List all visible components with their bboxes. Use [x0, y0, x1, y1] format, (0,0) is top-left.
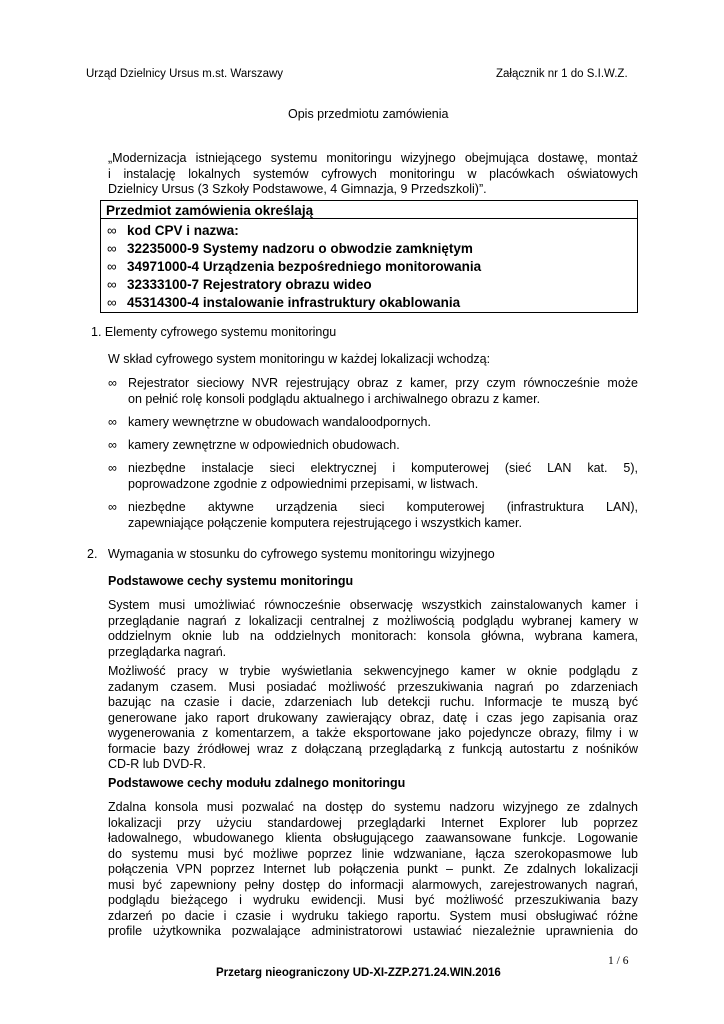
list-item-line: poprowadzone zgodnie z odpowiednimi przepisami, w listwach. [128, 476, 479, 491]
list-item-line: niezbędne aktywne urządzenia sieci komputerowej (infrastruktura LAN), [128, 500, 638, 514]
cpv-text: kod CPV i nazwa: [127, 223, 239, 238]
paragraph-line: podglądu bieżącego i wydruku ewidencji. Musi być możliwość przeszukiwania bazy [108, 893, 638, 907]
paragraph-line: zdarzeń po dacie i czasie i wydruku takiego raportu. System musi obsługiwać różne [108, 908, 638, 923]
intro-line: i instalację lokalnych systemów cyfrowych monitoringu w placówkach oświatowych [108, 166, 638, 181]
cpv-item [107, 294, 460, 312]
section2-heading: 2. Wymagania w stosunku do cyfrowego systemu monitoringu wizyjnego [87, 547, 495, 561]
cpv-item [107, 258, 481, 276]
infinity-bullet-icon: ∞ [108, 500, 117, 514]
paragraph-line: CD-R lub DVD-R. [108, 757, 206, 771]
infinity-bullet-icon: ∞ [107, 223, 117, 238]
page-number: 1 / 6 [608, 955, 629, 967]
infinity-bullet-icon: ∞ [107, 295, 117, 310]
list-item [108, 461, 638, 492]
list-item-line: kamery wewnętrzne w obudowach wandaloodpornych. [128, 415, 431, 429]
paragraph-line: przeglądarka nagrań. [108, 644, 227, 659]
infinity-bullet-icon: ∞ [108, 438, 117, 452]
tender-reference: Przetarg nieograniczony UD-XI-ZZP.271.24.WIN.2016 [216, 967, 501, 979]
cpv-item [107, 276, 372, 294]
intro-line: Dzielnicy Ursus (3 Szkoły Podstawowe, 4 Gimnazja, 9 Przedszkoli)”. [108, 182, 487, 196]
infinity-bullet-icon: ∞ [108, 376, 117, 390]
header-attachment: Załącznik nr 1 do S.I.W.Z. [496, 68, 628, 80]
paragraph-line: bazując na czasie i dacie, zdarzeniach lub detekcji ruchu. Informacje te muszą być [108, 695, 638, 709]
list-item [108, 500, 638, 531]
intro-line: „Modernizacja istniejącego systemu monitoringu wizyjnego obejmująca dostawę, montaż [108, 151, 638, 165]
list-item-line: Rejestrator sieciowy NVR rejestrujący obraz z kamer, przy czym równocześnie może [128, 376, 638, 390]
paragraph [108, 800, 638, 940]
paragraph-line: połączenia VPN poprzez Internet lub połączenia punkt – punkt. Ze zdalnych lokalizacji [108, 862, 638, 876]
intro-paragraph [108, 151, 638, 198]
infinity-bullet-icon: ∞ [107, 259, 117, 274]
cpv-item [107, 240, 473, 258]
paragraph-line: oddzielnym oknie lub na oddzielnych monitorach: konsola główna, wybrana kamera, [108, 629, 638, 643]
cpv-item [107, 222, 239, 240]
paragraph-line: lokalizacji przy użyciu standardowej przeglądarki Internet Explorer lub poprzez [108, 815, 638, 830]
paragraph-line: zadanym czasem. Musi posiadać możliwość przeszukiwania nagrań po zdarzeniach [108, 679, 638, 694]
section2-subheading: Podstawowe cechy modułu zdalnego monitoringu [108, 776, 406, 790]
paragraph-line: musi być zapewniony pełny dostęp do informacji alarmowych, zarejestrowanych nagrań, [108, 877, 638, 892]
subject-box-title: Przedmiot zamówienia określają [100, 200, 638, 219]
list-item [108, 376, 638, 407]
infinity-bullet-icon: ∞ [107, 241, 117, 256]
cpv-text: 32235000-9 Systemy nadzoru o obwodzie zamkniętym [127, 241, 473, 256]
subject-box [100, 219, 638, 313]
paragraph-line: ładowalnego, wbudowanego klienta obsługującego zaawansowane funkcje. Logowanie [108, 831, 638, 845]
paragraph [108, 598, 638, 660]
document-title: Opis przedmiotu zamówienia [288, 107, 449, 121]
section1-lead: W skład cyfrowego system monitoringu w każdej lokalizacji wchodzą: [108, 352, 491, 366]
cpv-text: 34971000-4 Urządzenia bezpośredniego monitorowania [127, 259, 482, 274]
paragraph-line: formacie bazy źródłowej wraz z dołączaną przeglądarką z funkcją autostartu z nośników [108, 741, 638, 756]
paragraph-line: generowane jako raport drukowany zawierający obraz, datę i czas jego zapisania oraz [108, 710, 638, 725]
paragraph-line: przeglądanie nagrań z lokalizacji centralnej z możliwością podglądu wybranej kamery w [108, 613, 638, 628]
section1-heading: 1. Elementy cyfrowego systemu monitoringu [91, 325, 337, 339]
paragraph-line: do systemu musi być możliwe poprzez linie wdzwaniane, łącza szerokopasmowe lub [108, 846, 638, 861]
cpv-text: 45314300-4 instalowanie infrastruktury okablowania [127, 295, 461, 310]
cpv-text: 32333100-7 Rejestratory obrazu wideo [127, 277, 372, 292]
list-item [108, 415, 638, 431]
infinity-bullet-icon: ∞ [107, 277, 117, 292]
infinity-bullet-icon: ∞ [108, 415, 117, 429]
list-item-line: kamery zewnętrzne w odpowiednich obudowach. [128, 438, 400, 452]
header-office: Urząd Dzielnicy Ursus m.st. Warszawy [86, 68, 284, 80]
paragraph-line: profile użytkownika pozwalające administratorowi ustawiać niezależnie uprawnienia do [108, 924, 638, 938]
paragraph-line: Możliwość pracy w trybie wyświetlania sekwencyjnego kamer w oknie podglądu z [108, 664, 638, 678]
list-item-line: niezbędne instalacje sieci elektrycznej i komputerowej (sieć LAN kat. 5), [128, 461, 638, 475]
paragraph-line: System musi umożliwiać równocześnie obserwację wszystkich zainstalowanych kamer i [108, 598, 638, 612]
paragraph [108, 664, 638, 773]
infinity-bullet-icon: ∞ [108, 461, 117, 475]
section2-subheading: Podstawowe cechy systemu monitoringu [108, 574, 354, 588]
paragraph-line: wygenerowania z komentarzem, a także eksportowane jako pojedyncze obrazy, filmy i w [108, 726, 638, 740]
paragraph-line: Zdalna konsola musi pozwalać na dostęp do systemu nadzoru wizyjnego ze zdalnych [108, 800, 638, 814]
list-item [108, 438, 638, 454]
list-item-line: zapewniające połączenie komputera rejestrującego i wszystkich kamer. [128, 515, 522, 530]
list-item-line: on pełnić rolę konsoli podglądu aktualnego i archiwalnego obrazu z kamer. [128, 391, 541, 406]
